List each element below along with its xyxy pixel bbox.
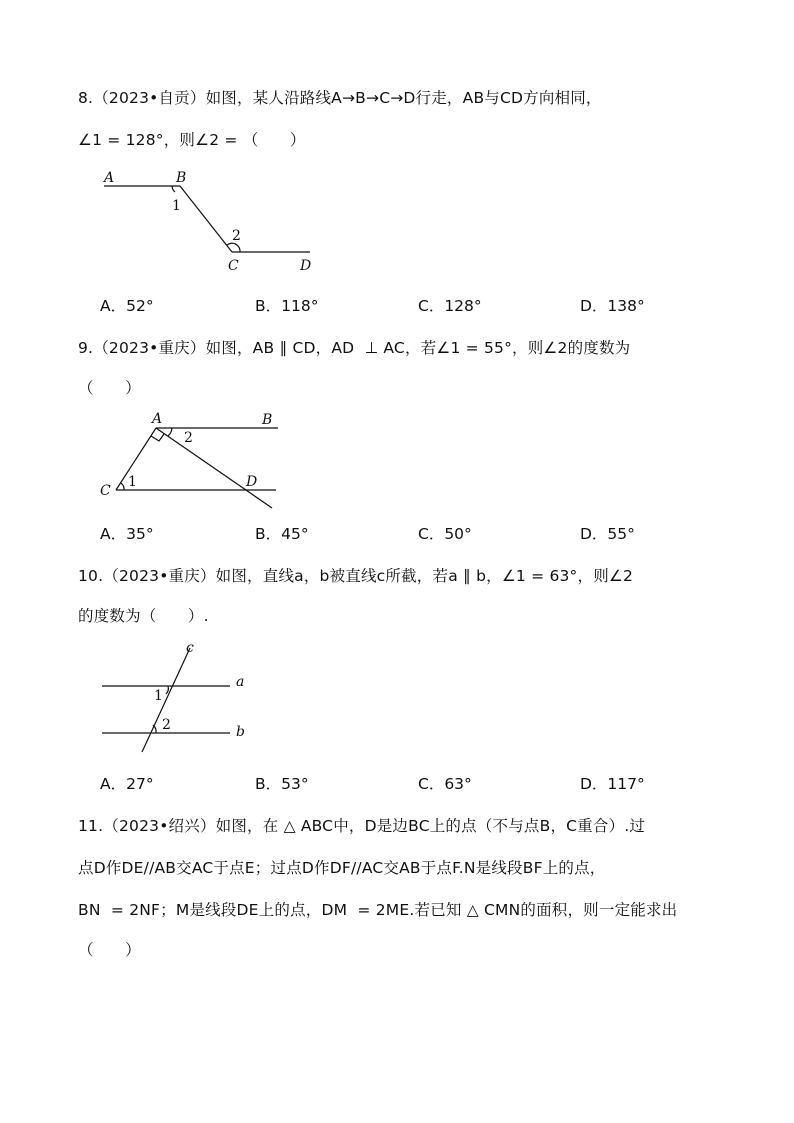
q10-option-c[interactable]: C．63° <box>418 775 472 793</box>
q10-angle-1-arc <box>166 686 168 694</box>
q9-option-c[interactable]: C．50° <box>418 525 472 543</box>
q9-label-c: C <box>100 483 111 499</box>
q9-stem-line-2: （ ） <box>78 379 141 397</box>
q10-label-b: b <box>236 724 245 740</box>
q10-label-a: a <box>236 674 245 690</box>
q9-label-d: D <box>246 474 258 490</box>
q8-label-angle-1: 1 <box>172 198 181 214</box>
q8-option-d[interactable]: D．138° <box>580 297 645 315</box>
q11-stem-line-3: BN = 2NF；M是线段DE上的点，DM = 2ME.若已知 △ CMN的面积，则一定能求出 <box>78 901 678 919</box>
q9-option-a[interactable]: A．35° <box>100 525 154 543</box>
q8-options <box>100 296 740 316</box>
q10-angle-2-arc <box>153 725 156 733</box>
q8-label-d: D <box>300 258 312 274</box>
q9-angle-2-arc <box>168 428 172 436</box>
q9-option-d[interactable]: D．55° <box>580 525 635 543</box>
q9-label-angle-1: 1 <box>128 474 137 490</box>
q10-label-angle-2: 2 <box>162 717 171 733</box>
q9-label-angle-2: 2 <box>184 430 193 446</box>
q9-label-a: A <box>152 411 163 427</box>
q8-option-a[interactable]: A．52° <box>100 297 154 315</box>
q8-figure <box>100 168 320 278</box>
q10-stem-line-1: 10.（2023•重庆）如图，直线a，b被直线c所截，若a ∥ b，∠1 = 63°，则∠2 <box>78 567 634 585</box>
q8-angle-1-arc <box>172 186 175 192</box>
q8-label-a: A <box>104 170 115 186</box>
q9-line-ad <box>156 428 272 508</box>
q8-stem-line-2: ∠1 = 128°，则∠2 = （ ） <box>78 131 306 149</box>
q8-stem-line-1: 8.（2023•自贡）如图，某人沿路线A→B→C→D行走，AB与CD方向相同， <box>78 89 602 107</box>
q8-option-c[interactable]: C．128° <box>418 297 482 315</box>
q9-right-angle-mark <box>151 434 164 441</box>
q8-option-b[interactable]: B．118° <box>255 297 319 315</box>
q8-label-c: C <box>228 258 239 274</box>
q11-stem-line-2: 点D作DE//AB交AC于点E；过点D作DF//AC交AB于点F.N是线段BF上的点， <box>78 859 606 877</box>
q10-label-angle-1: 1 <box>154 688 163 704</box>
q10-option-b[interactable]: B．53° <box>255 775 309 793</box>
q10-option-d[interactable]: D．117° <box>580 775 645 793</box>
q9-angle-1-arc <box>121 483 124 490</box>
q9-figure <box>100 408 290 513</box>
q9-stem-line-1: 9.（2023•重庆）如图，AB ∥ CD，AD ⊥ AC，若∠1 = 55°，则∠2的度数为 <box>78 339 631 357</box>
q11-stem-line-1: 11.（2023•绍兴）如图，在 △ ABC中，D是边BC上的点（不与点B，C重合）.过 <box>78 817 646 835</box>
q9-label-b: B <box>262 412 273 428</box>
q10-figure <box>100 640 260 755</box>
q8-label-angle-2: 2 <box>232 228 241 244</box>
q11-stem-line-4: （ ） <box>78 941 141 959</box>
q9-option-b[interactable]: B．45° <box>255 525 309 543</box>
q10-label-c: c <box>186 640 194 656</box>
q10-stem-line-2: 的度数为（ ）. <box>78 607 209 625</box>
q8-label-b: B <box>176 170 187 186</box>
q8-line-bc <box>180 186 232 252</box>
q10-option-a[interactable]: A．27° <box>100 775 154 793</box>
q9-options <box>100 524 740 544</box>
q10-options <box>100 774 740 794</box>
q10-line-c <box>142 648 190 752</box>
